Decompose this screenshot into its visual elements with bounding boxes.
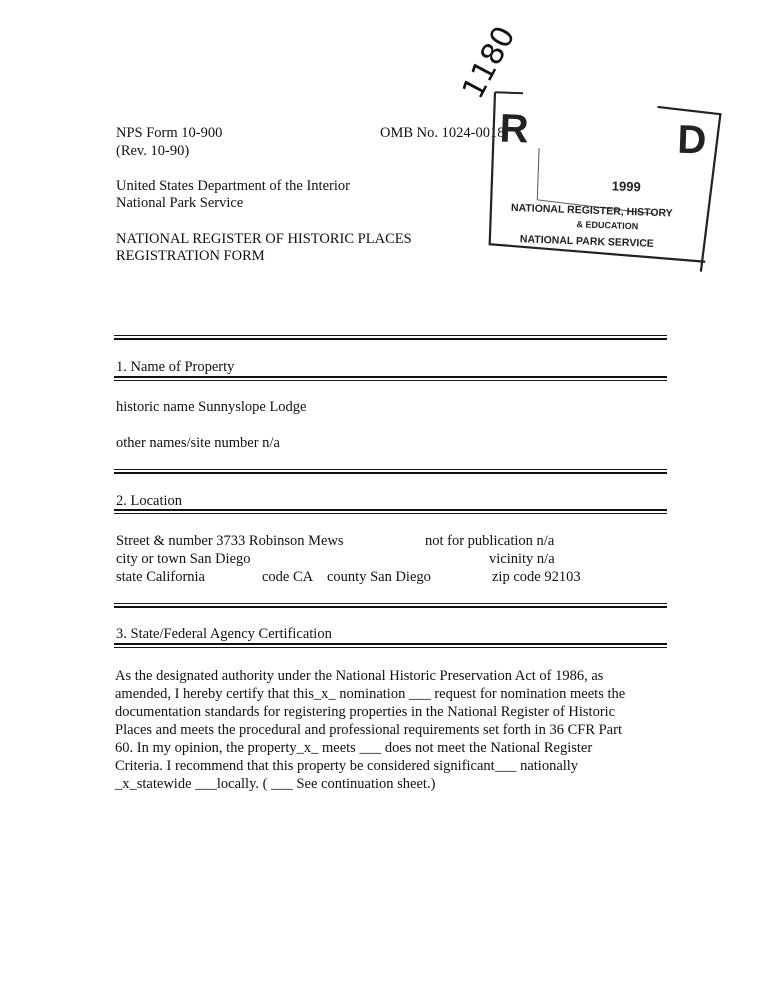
- not-for-publication: not for publication n/a: [425, 533, 555, 549]
- divider: [114, 380, 667, 381]
- certification-line: Places and meets the procedural and professional requirements set forth in 36 CFR Part: [115, 722, 622, 738]
- historic-name: historic name Sunnyslope Lodge: [116, 399, 307, 415]
- divider: [114, 603, 667, 604]
- form-revision: (Rev. 10-90): [116, 143, 190, 159]
- vicinity: vicinity n/a: [489, 551, 555, 567]
- zip-code: zip code 92103: [492, 569, 581, 585]
- certification-line: As the designated authority under the National Historic Preservation Act of 1986, as: [115, 668, 604, 684]
- county: county San Diego: [327, 569, 431, 585]
- divider: [114, 606, 667, 608]
- certification-line: amended, I hereby certify that this_x_ nomination ___ request for nomination meets the: [115, 686, 626, 702]
- received-stamp: [0, 0, 772, 330]
- form-number: NPS Form 10-900: [116, 125, 223, 141]
- divider: [114, 469, 667, 470]
- stamp-date: 1999: [611, 178, 641, 195]
- handwritten-number: 1180: [455, 20, 523, 105]
- stamp-letter-d: D: [676, 117, 708, 163]
- omb-number: OMB No. 1024-0018: [380, 125, 505, 141]
- section-2-heading: 2. Location: [116, 493, 183, 509]
- divider: [114, 376, 667, 378]
- state: state California: [116, 569, 205, 585]
- other-names: other names/site number n/a: [116, 435, 280, 451]
- agency: National Park Service: [116, 195, 244, 211]
- stamp-line-2: & EDUCATION: [576, 219, 639, 232]
- state-code: code CA: [262, 569, 314, 585]
- stamp-line-1: NATIONAL REGISTER, HISTORY: [510, 201, 673, 220]
- street-address: Street & number 3733 Robinson Mews: [116, 533, 344, 549]
- department: United States Department of the Interior: [116, 178, 350, 194]
- city-town: city or town San Diego: [116, 551, 251, 567]
- certification-line: 60. In my opinion, the property_x_ meets ___ does not meet the National Register: [115, 740, 593, 756]
- stamp-letter-r: R: [498, 106, 530, 152]
- divider: [114, 647, 667, 648]
- divider: [114, 513, 667, 514]
- certification-paragraph: [115, 667, 660, 793]
- divider: [114, 335, 667, 336]
- section-3-heading: 3. State/Federal Agency Certification: [116, 626, 332, 642]
- section-1-heading: 1. Name of Property: [116, 359, 235, 375]
- stamp-line-3: NATIONAL PARK SERVICE: [519, 233, 655, 250]
- form-subtitle: REGISTRATION FORM: [116, 248, 265, 264]
- divider: [114, 643, 667, 645]
- divider: [114, 338, 667, 340]
- divider: [114, 509, 667, 511]
- certification-line: documentation standards for registering properties in the National Register of Historic: [115, 704, 616, 720]
- form-title: NATIONAL REGISTER OF HISTORIC PLACES: [116, 231, 412, 247]
- divider: [114, 472, 667, 474]
- certification-line: Criteria. I recommend that this property be considered significant___ nationally: [115, 758, 579, 774]
- certification-line: _x_statewide ___locally. ( ___ See continuation sheet.): [115, 776, 436, 792]
